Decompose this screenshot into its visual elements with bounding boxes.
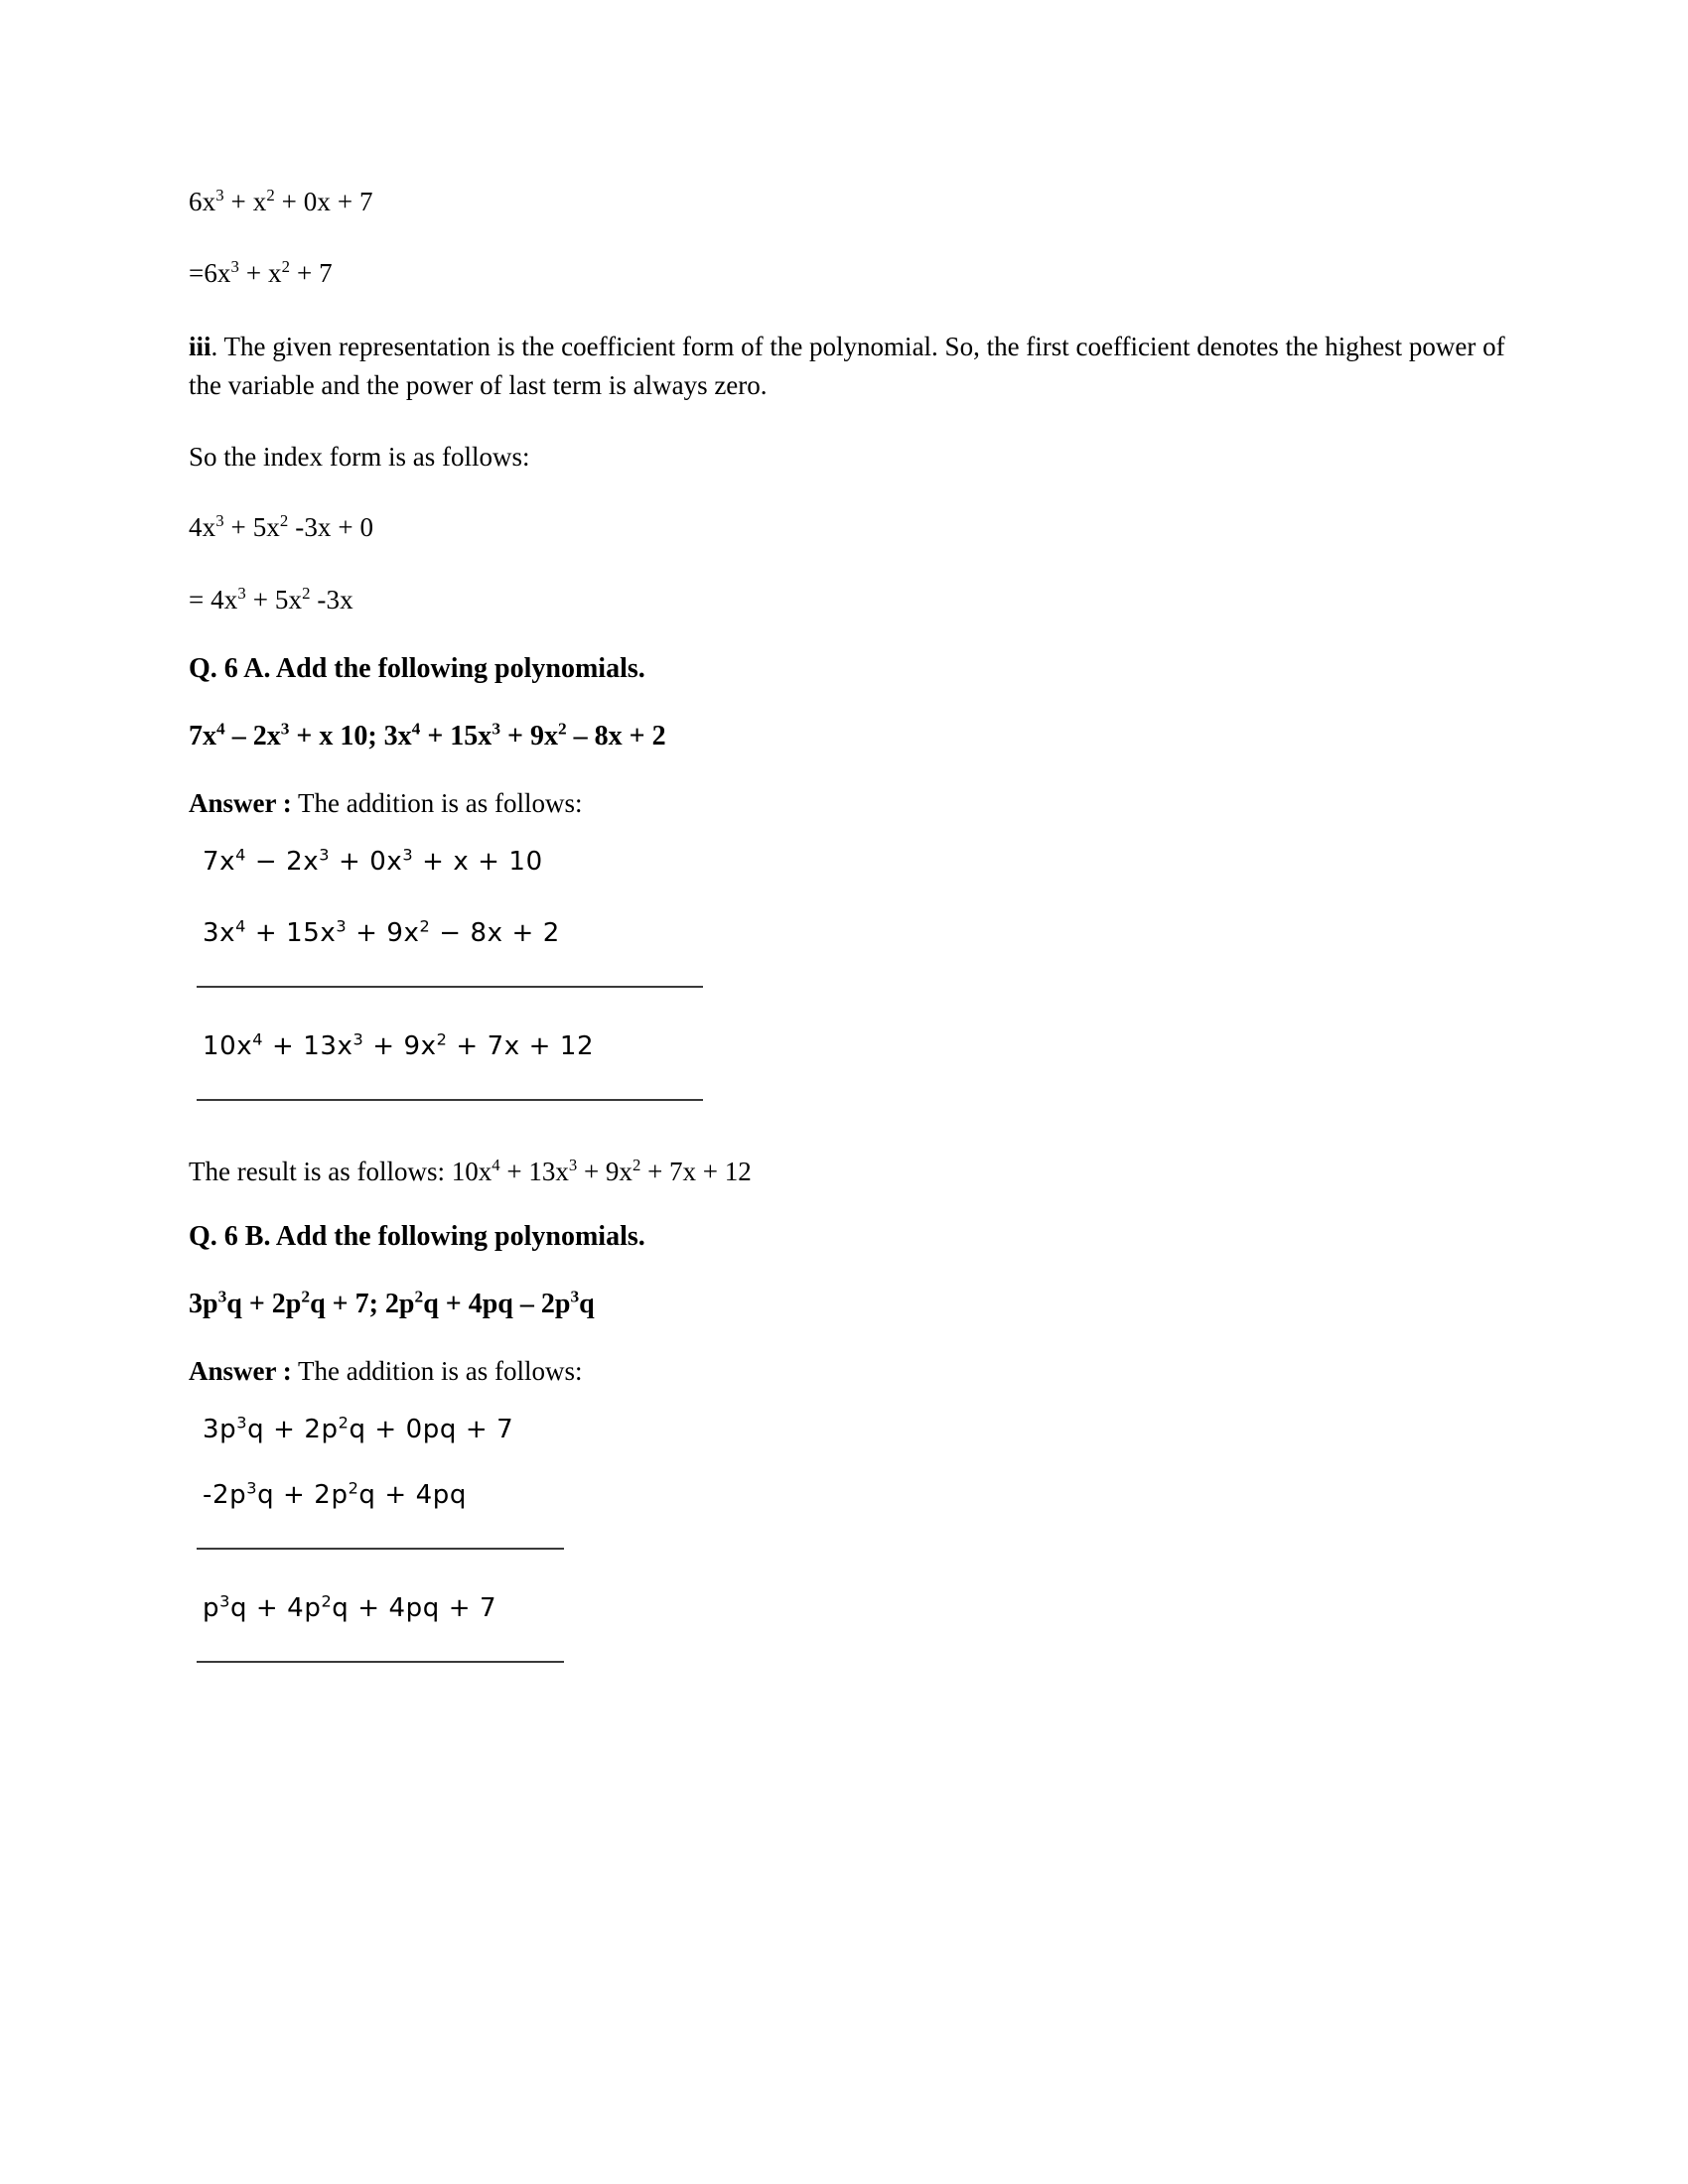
q6a-gap-1	[189, 988, 1509, 1033]
q6b-r2-a-sup: 3	[246, 1478, 258, 1498]
q6a-r1-b-sup: 3	[319, 845, 331, 865]
q6b-r2-a: -2p	[203, 1480, 247, 1511]
question-6b-heading: Q. 6 B. Add the following polynomials.	[189, 1221, 645, 1253]
eq4-part-c: -3x	[310, 584, 353, 614]
q6b-sum-a-sup: 3	[219, 1591, 230, 1611]
q6b-p-b-sup: 2	[301, 1287, 311, 1306]
q6b-addition-rule-bottom	[197, 1661, 564, 1663]
q6a-result-b-sup: 3	[568, 1156, 578, 1175]
q6b-r2-b-sup: 2	[348, 1478, 359, 1498]
q6a-answer-label: Answer :	[189, 788, 292, 819]
q6a-p-d-sup: 4	[411, 719, 421, 739]
q6b-sum-c: q + 4pq + 7	[332, 1593, 497, 1624]
eq2-part-b: + x	[239, 258, 282, 289]
eq1-part-c: + 0x + 7	[274, 187, 373, 216]
q6a-p-e-sup: 3	[492, 719, 500, 739]
q6a-sum-row	[189, 1029, 1509, 1062]
q6a-result-a: 10x	[451, 1157, 492, 1187]
q6a-addend-row-2	[189, 916, 1509, 949]
q6a-r2-b: + 15x	[246, 918, 337, 949]
q6b-sum-b-sup: 2	[321, 1591, 333, 1611]
q6a-r1-a-sup: 4	[235, 845, 246, 865]
question-6b-addition-block	[189, 1413, 1509, 1663]
q6a-p-b: – 2x	[224, 721, 281, 752]
q6b-r2-b: q + 2p	[257, 1480, 349, 1511]
eq2-part-a: =6x	[189, 258, 231, 289]
q6b-p-d: q + 4pq – 2p	[423, 1289, 571, 1320]
q6b-sum-b: q + 4p	[229, 1593, 322, 1624]
q6b-answer-text: The addition is as follows:	[291, 1356, 583, 1387]
q6a-r1-b: − 2x	[246, 847, 320, 878]
eq3-part-c: -3x + 0	[288, 512, 374, 543]
q6a-result-b: + 13x	[499, 1157, 569, 1187]
q6a-p-e: + 15x	[420, 721, 492, 752]
q6a-sum-b-sup: 3	[352, 1029, 364, 1049]
q6b-sum-a: p	[203, 1593, 220, 1624]
eq3-part-a: 4x	[189, 512, 216, 543]
eq3-exp-b: 2	[279, 511, 289, 531]
eq4-part-b: + 5x	[245, 584, 303, 614]
q6b-addend-row-2	[189, 1478, 1509, 1511]
q6a-r1-d: + x + 10	[413, 847, 543, 878]
q6a-sum-d: + 7x + 12	[447, 1031, 595, 1062]
q6a-p-f-sup: 2	[557, 719, 567, 739]
q6a-r2-c: + 9x	[347, 918, 420, 949]
q6b-r1-b: q + 2p	[247, 1415, 339, 1445]
q6a-sum-b: + 13x	[263, 1031, 353, 1062]
question-6b-problem	[189, 1289, 1509, 1320]
q6a-p-b-sup: 3	[280, 719, 290, 739]
q6a-r2-a: 3x	[203, 918, 236, 949]
equation-line-4	[189, 582, 1509, 617]
q6a-answer-text: The addition is as follows:	[291, 788, 583, 819]
equation-line-2	[189, 255, 1509, 291]
eq1-exp-a: 3	[215, 186, 224, 205]
eq2-exp-a: 3	[230, 257, 239, 277]
q6a-result-a-sup: 4	[492, 1156, 500, 1175]
eq1-exp-b: 2	[266, 186, 275, 205]
q6a-p-a-sup: 4	[216, 719, 225, 739]
q6b-p-c: q + 7; 2p	[310, 1289, 415, 1320]
equation-line-1	[189, 184, 1509, 219]
paragraph-iii-label: iii	[189, 331, 211, 361]
question-6a-answer-intro	[189, 788, 1509, 819]
eq2-exp-b: 2	[281, 257, 291, 277]
equation-line-3	[189, 509, 1509, 545]
q6b-gap-1	[189, 1550, 1509, 1595]
question-6a-problem	[189, 721, 1509, 752]
q6a-r1-c-sup: 3	[402, 845, 414, 865]
q6b-p-e: q	[579, 1289, 595, 1320]
q6a-result-d: + 7x + 12	[640, 1157, 752, 1187]
eq4-exp-b: 2	[302, 583, 311, 603]
q6b-p-d-sup: 3	[570, 1287, 580, 1306]
index-form-intro: So the index form is as follows:	[189, 442, 530, 473]
q6a-sum-a: 10x	[203, 1031, 253, 1062]
q6a-sum-a-sup: 4	[252, 1029, 264, 1049]
q6a-sum-c-sup: 2	[436, 1029, 448, 1049]
page-content	[189, 184, 1509, 1689]
q6a-r2-c-sup: 2	[419, 916, 431, 936]
q6b-p-c-sup: 2	[414, 1287, 424, 1306]
q6a-p-f: + 9x	[500, 721, 558, 752]
q6a-p-g: – 8x + 2	[566, 721, 666, 752]
q6a-r1-a: 7x	[203, 847, 236, 878]
q6b-r1-c: q + 0pq + 7	[349, 1415, 514, 1445]
q6a-result-c: + 9x	[577, 1157, 633, 1187]
q6a-r1-c: + 0x	[330, 847, 403, 878]
paragraph-iii	[189, 328, 1509, 405]
q6b-addend-row-1	[189, 1413, 1509, 1445]
question-6a-addition-block	[189, 845, 1509, 1131]
question-6b-answer-intro	[189, 1356, 1509, 1387]
q6b-p-a: 3p	[189, 1289, 218, 1320]
question-6a-result-line	[189, 1157, 1509, 1187]
q6a-gap-2	[189, 1101, 1509, 1131]
q6b-sum-row	[189, 1591, 1509, 1624]
question-6a-heading: Q. 6 A. Add the following polynomials.	[189, 653, 645, 685]
q6b-r1-b-sup: 2	[338, 1413, 350, 1433]
q6b-r1-a: 3p	[203, 1415, 237, 1445]
q6a-addend-row-1	[189, 845, 1509, 878]
eq2-part-c: + 7	[290, 258, 333, 289]
q6a-result-prefix: The result is as follows:	[189, 1157, 452, 1187]
q6a-result-c-sup: 2	[632, 1156, 641, 1175]
q6a-r2-b-sup: 3	[336, 916, 348, 936]
q6b-r2-c: q + 4pq	[358, 1480, 467, 1511]
q6a-r2-d: − 8x + 2	[430, 918, 560, 949]
q6a-p-c: + x 10; 3x	[289, 721, 412, 752]
q6b-p-a-sup: 3	[217, 1287, 227, 1306]
paragraph-iii-text: . The given representation is the coefficient form of the polynomial. So, the first coefficient denotes the highest power of the variable and the power of last term is always zero.	[189, 331, 1505, 401]
q6b-r1-a-sup: 3	[236, 1413, 248, 1433]
eq3-part-b: + 5x	[223, 512, 280, 543]
eq3-exp-a: 3	[215, 511, 224, 531]
eq1-part-b: + x	[223, 187, 267, 216]
q6a-p-a: 7x	[189, 721, 216, 752]
eq1-part-a: 6x	[189, 187, 216, 216]
eq4-exp-a: 3	[237, 583, 246, 603]
q6b-p-b: q + 2p	[226, 1289, 302, 1320]
q6a-sum-c: + 9x	[363, 1031, 437, 1062]
q6b-answer-label: Answer :	[189, 1356, 292, 1387]
q6a-r2-a-sup: 4	[235, 916, 246, 936]
eq4-part-a: = 4x	[189, 584, 238, 614]
